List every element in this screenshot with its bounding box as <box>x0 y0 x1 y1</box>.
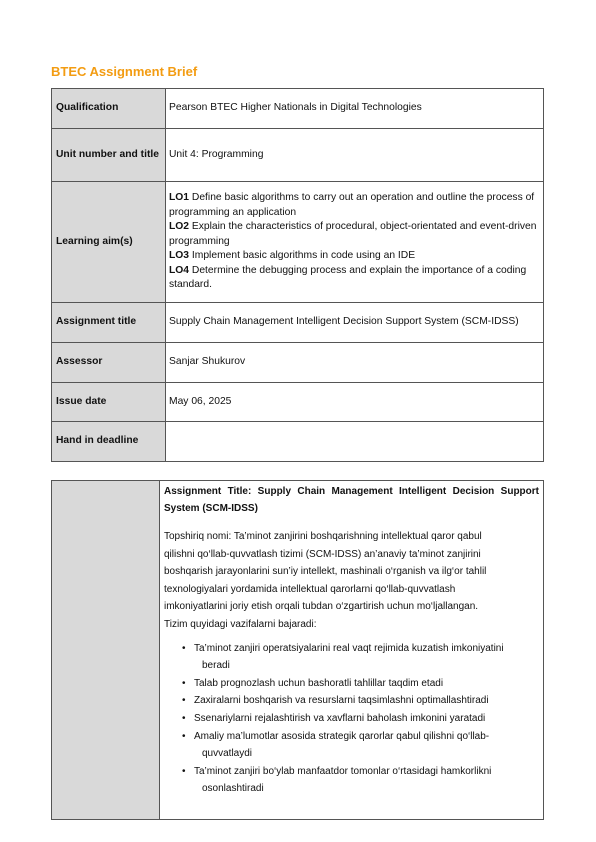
deadline-value <box>166 422 544 462</box>
issue-date-label: Issue date <box>52 383 166 422</box>
learning-aim-item <box>169 264 540 293</box>
task-text: Amaliy ma’lumotlar asosida strategik qarorlar qabul qilishni qo‘llab- <box>194 730 490 742</box>
intro-line: Topshiriq nomi: Ta’minot zanjirini boshqarishning intellektual qaror qabul <box>164 531 482 542</box>
lo-text: Implement basic algorithms in code using an IDE <box>189 250 416 262</box>
learning-aims-value <box>166 182 544 303</box>
task-text-continued: quvvatlaydi <box>202 748 253 760</box>
bullet-icon: • <box>182 730 186 742</box>
page-title: BTEC Assignment Brief <box>51 64 198 79</box>
assessor-value: Sanjar Shukurov <box>166 343 544 383</box>
bullet-icon: • <box>182 712 186 724</box>
lo-code: LO1 <box>169 192 190 204</box>
qualification-label: Qualification <box>52 89 166 129</box>
table-row <box>52 129 544 182</box>
task-list <box>164 640 539 798</box>
assignment-description-table <box>51 480 544 820</box>
intro-line: imkoniyatlarini joriy etish orqali tubdan o‘zgartirish uchun mo‘ljallangan. <box>164 601 479 613</box>
list-item <box>182 692 539 710</box>
table-row <box>52 422 544 462</box>
lo-code: LO4 <box>169 264 190 276</box>
bullet-icon: • <box>182 642 186 654</box>
issue-date-value: May 06, 2025 <box>166 383 544 422</box>
lo-text: Determine the debugging process and explain the importance of a coding standard. <box>169 264 527 291</box>
table-row <box>52 343 544 383</box>
assignment-intro <box>164 528 539 634</box>
intro-line: Tizim quyidagi vazifalarni bajaradi: <box>164 618 317 630</box>
description-side-cell <box>52 481 160 820</box>
assignment-title-value: Supply Chain Management Intelligent Decision Support System (SCM-IDSS) <box>166 303 544 343</box>
table-row <box>52 383 544 422</box>
lo-code: LO3 <box>169 250 190 262</box>
lo-text: Explain the characteristics of procedural, object-orientated and event-driven programming <box>169 221 537 247</box>
task-text: Ssenariylarni rejalashtirish va xavflarni baholash imkonini yaratadi <box>194 712 486 724</box>
intro-line: texnologiyalari yordamida intellektual qarorlarni qo‘llab-quvvatlash <box>164 583 456 595</box>
learning-aim-item <box>169 249 540 264</box>
assignment-info-table <box>51 88 544 462</box>
task-text: Ta’minot zanjiri bo‘ylab manfaatdor tomonlar o‘rtasidagi hamkorlikni <box>194 765 492 777</box>
list-item <box>182 763 539 798</box>
intro-line: qilishni qo‘llab-quvvatlash tizimi (SCM-IDSS) an’anaviy ta’minot zanjirini <box>164 548 481 560</box>
bullet-icon: • <box>182 677 186 689</box>
learning-aim-item <box>169 220 540 249</box>
bullet-icon: • <box>182 695 186 707</box>
deadline-label: Hand in deadline <box>52 422 166 462</box>
bullet-icon: • <box>182 765 186 777</box>
task-text: Ta’minot zanjiri operatsiyalarini real vaqt rejimida kuzatish imkoniyatini <box>194 642 504 654</box>
task-text-continued: beradi <box>202 660 230 672</box>
learning-aims-label: Learning aim(s) <box>52 182 166 303</box>
table-row <box>52 89 544 129</box>
assignment-heading: Assignment Title: Supply Chain Management Intelligent Decision Support System (SCM-IDSS) <box>164 486 539 514</box>
unit-label: Unit number and title <box>52 129 166 182</box>
intro-line: boshqarish jarayonlarini sun’iy intellekt, mashinali o‘rganish va ilg‘or tahlil <box>164 566 487 578</box>
table-row <box>52 481 544 820</box>
assignment-title-label: Assignment title <box>52 303 166 343</box>
assignment-description <box>160 481 544 820</box>
lo-text: Define basic algorithms to carry out an operation and outline the process of programming an application <box>169 192 535 218</box>
lo-code: LO2 <box>169 221 190 233</box>
table-row <box>52 182 544 303</box>
qualification-value: Pearson BTEC Higher Nationals in Digital Technologies <box>166 89 544 129</box>
list-item <box>182 728 539 763</box>
table-row <box>52 303 544 343</box>
task-text: Zaxiralarni boshqarish va resurslarni taqsimlashni optimallashtiradi <box>194 695 489 707</box>
task-text: Talab prognozlash uchun bashoratli tahlillar taqdim etadi <box>194 677 444 689</box>
unit-value: Unit 4: Programming <box>166 129 544 182</box>
list-item <box>182 640 539 675</box>
assessor-label: Assessor <box>52 343 166 383</box>
list-item <box>182 675 539 693</box>
list-item <box>182 710 539 728</box>
task-text-continued: osonlashtiradi <box>202 783 264 795</box>
learning-aim-item <box>169 191 540 220</box>
